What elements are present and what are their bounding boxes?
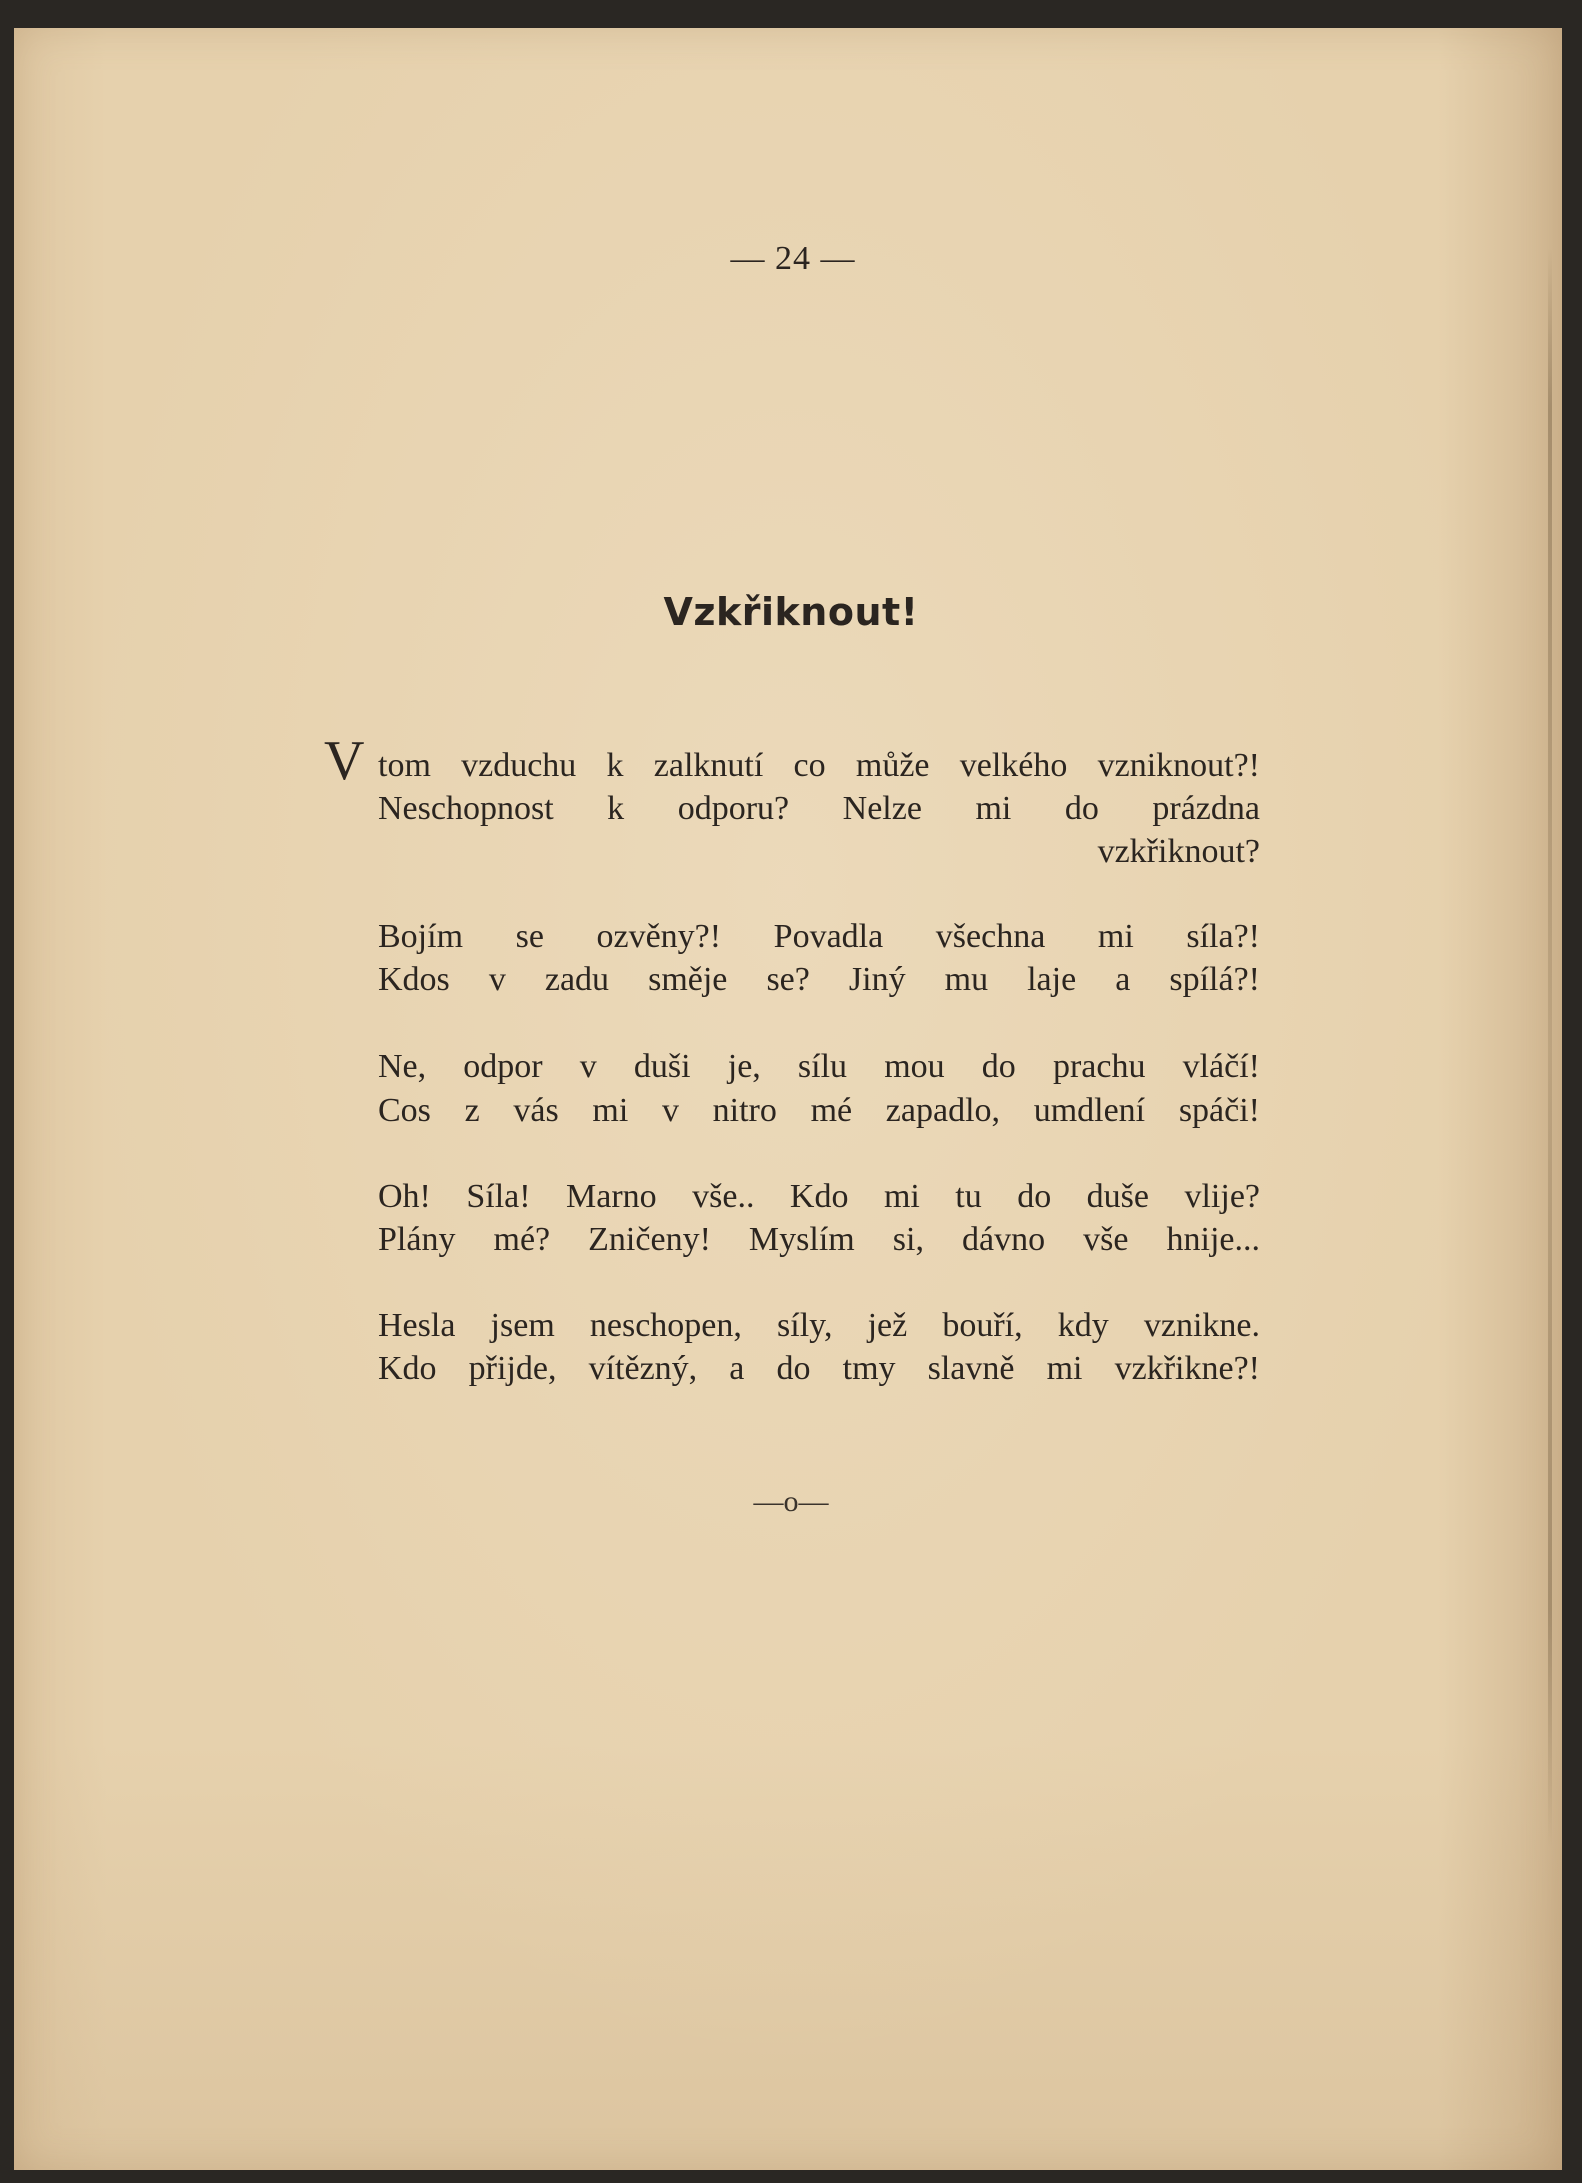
- poem-line: Kdo přijde, vítězný, a do tmy slavně mi vzkřikne?!: [378, 1350, 1260, 1387]
- poem-line: Neschopnost k odporu? Nelze mi do prázdna: [378, 790, 1260, 827]
- poem-line: Oh! Síla! Marno vše.. Kdo mi tu do duše vlije?: [378, 1178, 1260, 1215]
- poem-line: Bojím se ozvěny?! Povadla všechna mi síla?!: [378, 918, 1260, 955]
- page-edge-shadow: [1548, 248, 1552, 1848]
- poem-line: Hesla jsem neschopen, síly, jež bouří, kdy vznikne.: [378, 1307, 1260, 1344]
- poem-line: Ne, odpor v duši je, sílu mou do prachu vláčí!: [378, 1048, 1260, 1085]
- poem-line: vzkřiknout?: [1097, 833, 1260, 870]
- poem-line: Kdos v zadu směje se? Jiný mu laje a spílá?!: [378, 961, 1260, 998]
- poem-line: Plány mé? Zničeny! Myslím si, dávno vše hnije...: [378, 1221, 1260, 1258]
- end-ornament: —o—: [753, 1485, 829, 1518]
- poem-line: Cos z vás mi v nitro mé zapadlo, umdlení spáči!: [378, 1092, 1260, 1129]
- page-number: — 24 —: [730, 240, 856, 277]
- poem-line: tom vzduchu k zalknutí co může velkého vzniknout?!: [378, 747, 1260, 784]
- poem-title: Vzkřiknout!: [663, 590, 919, 634]
- drop-cap: V: [324, 730, 365, 792]
